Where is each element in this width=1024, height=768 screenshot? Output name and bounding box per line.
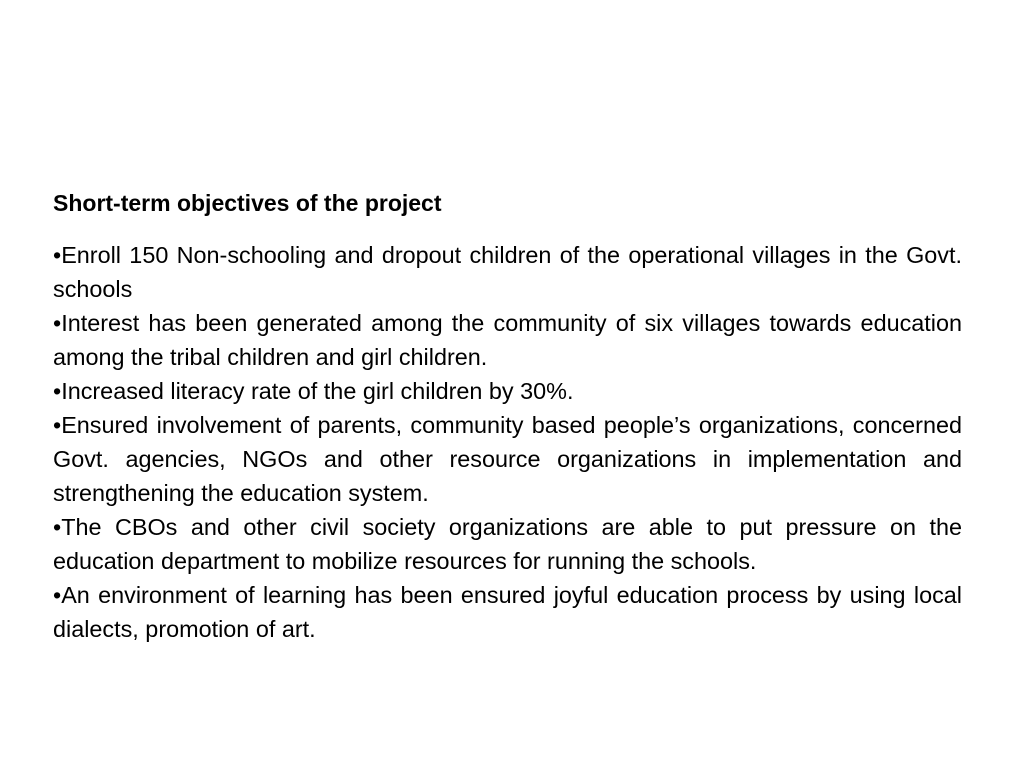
objective-item: •Increased literacy rate of the girl children by 30%. — [53, 378, 574, 404]
objectives-list — [53, 238, 962, 646]
slide-content — [53, 186, 962, 646]
objective-item: •Enroll 150 Non-schooling and dropout children of the operational villages in the Govt. schools — [53, 242, 962, 302]
objective-item: •Ensured involvement of parents, community based people’s organizations, concerned Govt. agencies, NGOs and other resource organizations in implementation and strengthening the education system. — [53, 412, 962, 506]
objective-item: •An environment of learning has been ensured joyful education process by using local dialects, promotion of art. — [53, 582, 962, 642]
objective-item: •The CBOs and other civil society organizations are able to put pressure on the education department to mobilize resources for running the schools. — [53, 514, 962, 574]
slide-heading: Short-term objectives of the project — [53, 190, 442, 216]
objective-item: •Interest has been generated among the community of six villages towards education among the tribal children and girl children. — [53, 310, 962, 370]
